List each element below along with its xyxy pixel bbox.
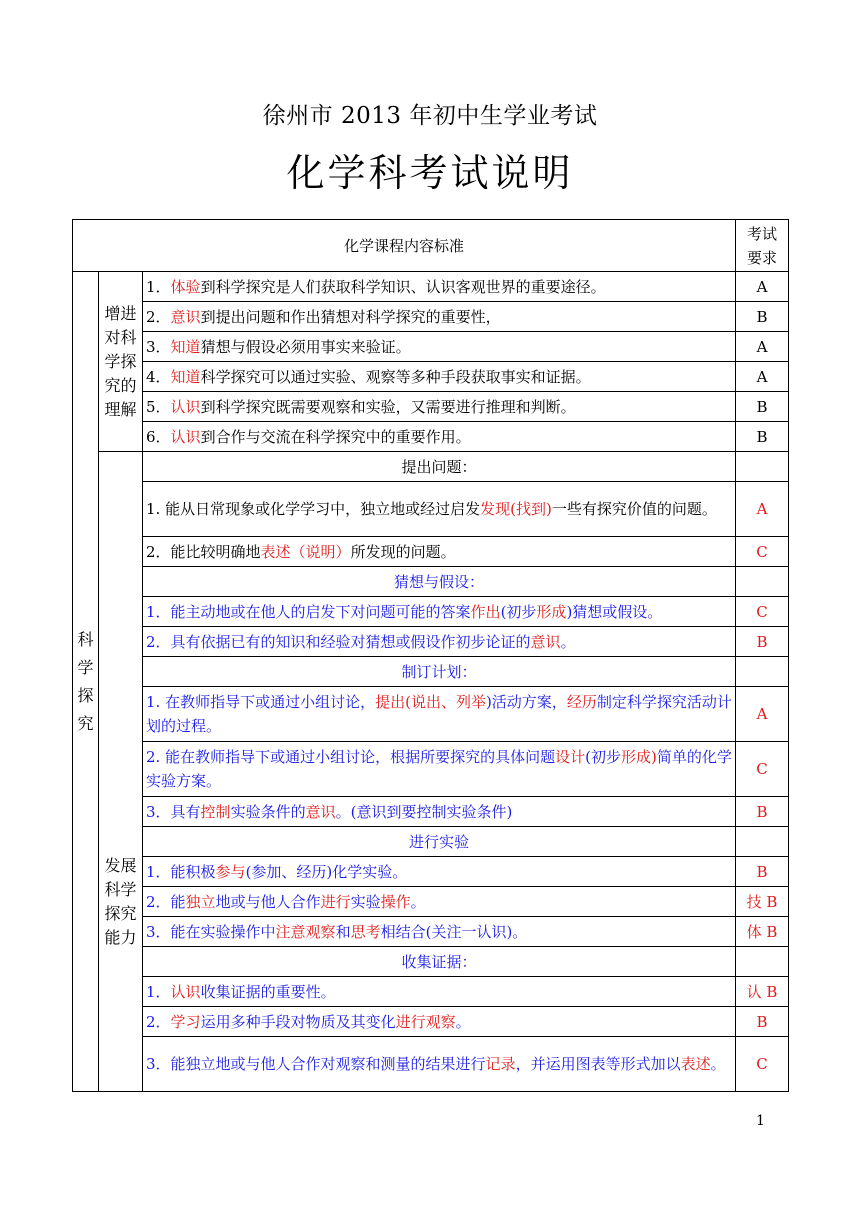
content-text-segment: 学习 xyxy=(170,1012,201,1031)
requirement-level: C xyxy=(756,1055,768,1073)
content-text-segment: 进行实验 xyxy=(409,832,470,851)
content-text-segment: )活动方案， xyxy=(485,693,567,711)
table-row xyxy=(73,452,789,482)
content-text-segment: 意识 xyxy=(170,307,201,326)
content-cell xyxy=(143,1037,736,1092)
requirement-level: B xyxy=(756,802,768,821)
content-cell xyxy=(143,947,736,977)
content-text-segment: 2．具有依据已有的知识和经验对猜想或假设作初步论证的 xyxy=(146,632,531,651)
content-text-segment: 形成 xyxy=(536,602,567,621)
content-text-segment: 相结合(关注一认识)。 xyxy=(380,922,528,941)
content-text-segment: 所发现的问题。 xyxy=(350,542,456,561)
requirement-cell xyxy=(736,742,789,797)
content-text-segment: 2．能 xyxy=(146,892,186,911)
content-cell xyxy=(143,597,736,627)
requirement-level: B xyxy=(756,632,768,651)
content-text-segment: 到科学探究是人们获取科学知识、认识客观世界的重要途径。 xyxy=(200,277,606,296)
table-row xyxy=(73,797,789,827)
requirement-cell xyxy=(736,452,789,482)
content-text-segment: 1. 在教师指导下或通过小组讨论， xyxy=(146,693,376,711)
exam-requirement-header xyxy=(736,220,789,272)
table-row xyxy=(73,827,789,857)
content-text-segment: 收集证据： xyxy=(401,952,477,971)
requirement-cell xyxy=(736,827,789,857)
content-cell xyxy=(143,332,736,362)
content-text-segment: 一些有探究价值的问题。 xyxy=(551,500,717,518)
page-number: 1 xyxy=(756,1113,765,1129)
content-text-segment: 制定科学探究活动计划的过程。 xyxy=(146,693,732,735)
requirement-level: C xyxy=(756,760,768,778)
requirement-cell xyxy=(736,392,789,422)
content-text-segment: 4． xyxy=(146,367,171,386)
content-text-segment: (初步 xyxy=(585,748,621,766)
table-row xyxy=(73,947,789,977)
table-row xyxy=(73,977,789,1007)
requirement-level: 认 B xyxy=(746,982,778,1001)
requirement-cell xyxy=(736,597,789,627)
content-text-segment: (初步 xyxy=(500,602,537,621)
content-text-segment: 作出 xyxy=(470,602,501,621)
table-row xyxy=(73,422,789,452)
content-text-segment: 知道 xyxy=(170,367,201,386)
content-cell xyxy=(143,422,736,452)
content-cell xyxy=(143,452,736,482)
content-text-segment: 3． xyxy=(146,337,171,356)
content-text-segment: 。(意识到要控制实验条件) xyxy=(335,802,513,821)
content-cell xyxy=(143,627,736,657)
table-row xyxy=(73,917,789,947)
content-cell xyxy=(143,272,736,302)
content-text-segment: 表述 xyxy=(680,1055,711,1073)
requirement-cell xyxy=(736,977,789,1007)
content-cell xyxy=(143,1007,736,1037)
content-text-segment: 6． xyxy=(146,427,171,446)
content-text-segment: 3．具有 xyxy=(146,802,201,821)
content-cell xyxy=(143,687,736,742)
content-text-segment: 独立 xyxy=(185,892,216,911)
content-text-segment: 意识 xyxy=(530,632,561,651)
content-cell xyxy=(143,362,736,392)
content-cell xyxy=(143,537,736,567)
content-text-segment: 和 xyxy=(335,922,351,941)
content-text-segment: 5． xyxy=(146,397,171,416)
requirement-cell xyxy=(736,797,789,827)
content-text-segment: 猜想与假设： xyxy=(394,572,485,591)
content-text-segment: 控制 xyxy=(200,802,231,821)
requirement-cell xyxy=(736,1007,789,1037)
content-text-segment: 知道 xyxy=(170,337,201,356)
content-text-segment: 收集证据的重要性。 xyxy=(200,982,336,1001)
table-row xyxy=(73,272,789,302)
table-row xyxy=(73,1007,789,1037)
table-row xyxy=(73,1037,789,1092)
content-standard-header: 化学课程内容标准 xyxy=(73,220,736,272)
requirement-cell xyxy=(736,947,789,977)
table-row xyxy=(73,332,789,362)
content-text-segment: 表述（说明） xyxy=(260,542,351,561)
content-text-segment: 1．能主动地或在他人的启发下对问题可能的答案 xyxy=(146,602,471,621)
requirement-cell xyxy=(736,362,789,392)
content-text-segment: 2． xyxy=(146,1012,171,1031)
content-text-segment: )猜想或假设。 xyxy=(566,602,663,621)
requirement-level: B xyxy=(756,397,768,416)
table-row xyxy=(73,597,789,627)
content-cell xyxy=(143,917,736,947)
group-text: 发展科学探究能力 xyxy=(104,855,137,947)
table-row xyxy=(73,742,789,797)
requirement-cell xyxy=(736,887,789,917)
requirement-level: A xyxy=(756,705,768,723)
content-text-segment: 1． xyxy=(146,982,171,1001)
content-text-segment: 制订计划： xyxy=(401,662,477,681)
content-cell xyxy=(143,657,736,687)
content-text-segment: 思考 xyxy=(350,922,381,941)
content-cell xyxy=(143,742,736,797)
content-text-segment: 记录 xyxy=(485,1055,516,1073)
requirement-cell xyxy=(736,657,789,687)
content-text-segment: 意识 xyxy=(305,802,336,821)
content-text-segment: 进行 xyxy=(320,892,351,911)
table-row xyxy=(73,687,789,742)
table-header-row xyxy=(73,220,789,272)
content-text-segment: 发现(找到) xyxy=(480,500,552,518)
requirement-level: A xyxy=(756,337,768,356)
content-text-segment: 认识 xyxy=(170,427,201,446)
content-cell xyxy=(143,827,736,857)
requirement-level: 体 B xyxy=(746,922,778,941)
requirement-cell xyxy=(736,857,789,887)
content-cell xyxy=(143,857,736,887)
domain-text: 科学探究 xyxy=(77,629,94,733)
content-text-segment: 3．能在实验操作中 xyxy=(146,922,276,941)
exam-title: 化学科考试说明 xyxy=(286,151,574,195)
requirement-level: B xyxy=(756,862,768,881)
table-row xyxy=(73,537,789,567)
table-row xyxy=(73,657,789,687)
table-row xyxy=(73,362,789,392)
table-row xyxy=(73,627,789,657)
content-cell xyxy=(143,977,736,1007)
requirement-cell xyxy=(736,627,789,657)
content-cell xyxy=(143,797,736,827)
content-text-segment: 参与 xyxy=(215,862,246,881)
table-row xyxy=(73,392,789,422)
table-row xyxy=(73,567,789,597)
domain-label xyxy=(73,272,99,1092)
curriculum-table xyxy=(72,219,789,1092)
requirement-level: 技 B xyxy=(746,892,778,911)
content-text-segment: 进行观察 xyxy=(395,1012,456,1031)
content-text-segment: 1． xyxy=(146,277,171,296)
requirement-level: B xyxy=(756,427,768,446)
content-text-segment: 。 xyxy=(560,632,576,651)
requirement-cell xyxy=(736,422,789,452)
requirement-cell xyxy=(736,567,789,597)
content-text-segment: 实验 xyxy=(350,892,381,911)
group-label-understanding xyxy=(99,272,143,452)
content-text-segment: 认识 xyxy=(170,397,201,416)
content-text-segment: 到提出问题和作出猜想对科学探究的重要性， xyxy=(200,307,501,326)
content-text-segment: 操作 xyxy=(380,892,411,911)
content-text-segment: 提出问题： xyxy=(401,457,477,476)
content-text-segment: 实验条件的 xyxy=(230,802,306,821)
table-row xyxy=(73,482,789,537)
requirement-cell xyxy=(736,537,789,567)
requirement-level: B xyxy=(756,1012,768,1031)
content-text-segment: 2．能比较明确地 xyxy=(146,542,261,561)
content-text-segment: 简单的化学实验方案。 xyxy=(146,748,732,790)
content-text-segment: (参加、经历)化学实验。 xyxy=(245,862,408,881)
content-text-segment: 到科学探究既需要观察和实验，又需要进行推理和判断。 xyxy=(200,397,576,416)
exam-subtitle: 徐州市 2013 年初中生学业考试 xyxy=(262,103,598,129)
content-text-segment: 。 xyxy=(455,1012,471,1031)
requirement-cell xyxy=(736,917,789,947)
requirement-cell xyxy=(736,302,789,332)
requirement-cell xyxy=(736,332,789,362)
content-text-segment: 体验 xyxy=(170,277,201,296)
content-text-segment: 地或与他人合作 xyxy=(215,892,321,911)
content-text-segment: 设计 xyxy=(555,748,586,766)
content-text-segment: 运用多种手段对物质及其变化 xyxy=(200,1012,396,1031)
requirement-level: C xyxy=(756,542,768,561)
req-header-line-2: 要求 xyxy=(747,248,778,267)
group-text: 增进对科学探究的理解 xyxy=(104,303,137,419)
content-text-segment: 。 xyxy=(710,1055,726,1073)
requirement-level: B xyxy=(756,307,768,326)
content-text-segment: 猜想与假设必须用事实来验证。 xyxy=(200,337,411,356)
content-text-segment: 注意观察 xyxy=(275,922,336,941)
req-header-line-1: 考试 xyxy=(747,224,778,243)
content-cell xyxy=(143,482,736,537)
content-text-segment: 认识 xyxy=(170,982,201,1001)
content-text-segment: 1. 能从日常现象或化学学习中，独立地或经过启发 xyxy=(146,500,481,518)
content-text-segment: 2． xyxy=(146,307,171,326)
content-text-segment: 3．能独立地或与他人合作对观察和测量的结果进行 xyxy=(146,1055,486,1073)
table-row xyxy=(73,857,789,887)
content-cell xyxy=(143,887,736,917)
content-cell xyxy=(143,392,736,422)
requirement-level: A xyxy=(756,500,768,518)
group-label-ability xyxy=(99,452,143,1092)
requirement-level: A xyxy=(756,367,768,386)
content-text-segment: 经历 xyxy=(566,693,597,711)
content-text-segment: ，并运用图表等形式加以 xyxy=(515,1055,681,1073)
content-cell xyxy=(143,302,736,332)
content-text-segment: 到合作与交流在科学探究中的重要作用。 xyxy=(200,427,471,446)
table-row xyxy=(73,887,789,917)
content-text-segment: 。 xyxy=(410,892,426,911)
requirement-level: C xyxy=(756,602,768,621)
content-text-segment: 2. 能在教师指导下或通过小组讨论，根据所要探究的具体问题 xyxy=(146,748,556,766)
content-cell xyxy=(143,567,736,597)
content-text-segment: 1．能积极 xyxy=(146,862,216,881)
content-text-segment: 科学探究可以通过实验、观察等多种手段获取事实和证据。 xyxy=(200,367,591,386)
content-text-segment: 提出(说出、列举 xyxy=(375,693,486,711)
requirement-cell xyxy=(736,482,789,537)
requirement-cell xyxy=(736,687,789,742)
requirement-level: A xyxy=(756,277,768,296)
requirement-cell xyxy=(736,1037,789,1092)
content-text-segment: 形成) xyxy=(620,748,657,766)
table-row xyxy=(73,302,789,332)
requirement-cell xyxy=(736,272,789,302)
